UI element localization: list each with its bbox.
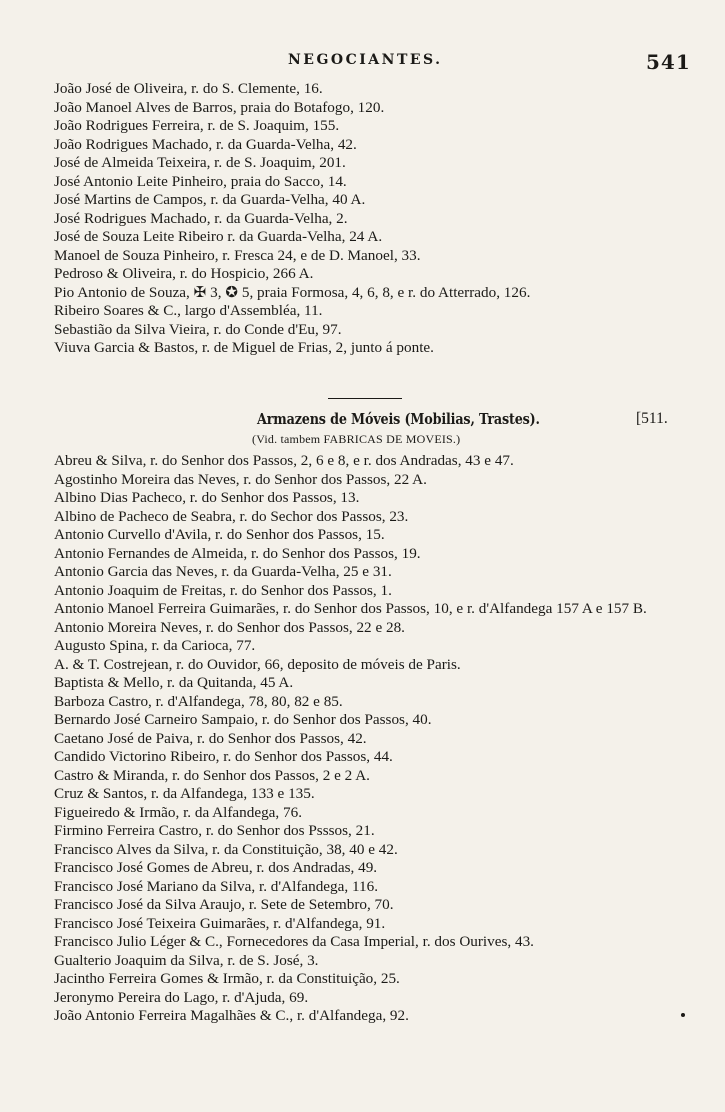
list-item: Ribeiro Soares & C., largo d'Assembléa, 11. <box>54 302 323 319</box>
merchant-list <box>0 80 725 358</box>
list-item: Baptista & Mello, r. da Quitanda, 45 A. <box>54 674 294 691</box>
list-item: Antonio Fernandes de Almeida, r. do Senhor dos Passos, 19. <box>54 544 421 562</box>
furniture-list <box>0 452 725 1026</box>
list-item: Albino Dias Pacheco, r. do Senhor dos Passos, 13. <box>54 489 360 506</box>
list-item: José de Souza Leite Ribeiro r. da Guarda-Velha, 24 A. <box>54 228 383 245</box>
list-item: José Antonio Leite Pinheiro, praia do Sacco, 14. <box>54 172 347 190</box>
list-item: Gualterio Joaquim da Silva, r. de S. José, 3. <box>54 951 319 969</box>
list-item: Antonio Manoel Ferreira Guimarães, r. do Senhor dos Passos, 10, e r. d'Alfandega 157 A e 157 B. <box>54 600 647 617</box>
list-item: Francisco José Teixeira Guimarães, r. d'Alfandega, 91. <box>54 914 386 932</box>
running-head: NEGOCIANTES. <box>288 52 443 68</box>
list-item: Caetano José de Paiva, r. do Senhor dos Passos, 42. <box>54 729 367 747</box>
section-title: Armazens de Móveis (Mobilias, Trastes). <box>257 411 540 428</box>
page-header <box>0 46 725 72</box>
list-item: Manoel de Souza Pinheiro, r. Fresca 24, e de D. Manoel, 33. <box>54 246 421 264</box>
list-item: Augusto Spina, r. da Carioca, 77. <box>54 637 256 654</box>
page-number: 541 <box>646 50 691 74</box>
list-item: Figueiredo & Irmão, r. da Alfandega, 76. <box>54 803 302 821</box>
list-item: Candido Victorino Ribeiro, r. do Senhor dos Passos, 44. <box>54 748 393 765</box>
list-item: Antonio Moreira Neves, r. do Senhor dos Passos, 22 e 28. <box>54 618 405 636</box>
list-item: Antonio Curvello d'Avila, r. do Senhor dos Passos, 15. <box>54 526 385 543</box>
list-item: João Antonio Ferreira Magalhães & C., r. d'Alfandega, 92. <box>54 1007 409 1024</box>
list-item: Cruz & Santos, r. da Alfandega, 133 e 135. <box>54 785 315 802</box>
list-item: Francisco Julio Léger & C., Fornecedores da Casa Imperial, r. dos Ourives, 43. <box>54 933 534 950</box>
list-item: João Rodrigues Ferreira, r. de S. Joaquim, 155. <box>54 117 340 134</box>
list-item: A. & T. Costrejean, r. do Ouvidor, 66, deposito de móveis de Paris. <box>54 655 461 673</box>
section-divider <box>328 398 402 399</box>
list-item: Bernardo José Carneiro Sampaio, r. do Senhor dos Passos, 40. <box>54 711 432 728</box>
list-item: Castro & Miranda, r. do Senhor dos Passos, 2 e 2 A. <box>54 766 370 784</box>
list-item: Sebastião da Silva Vieira, r. do Conde d'Eu, 97. <box>54 320 342 338</box>
list-item: Antonio Joaquim de Freitas, r. do Senhor dos Passos, 1. <box>54 581 392 599</box>
list-item: João José de Oliveira, r. do S. Clemente, 16. <box>54 80 323 97</box>
list-item: Pedroso & Oliveira, r. do Hospicio, 266 A. <box>54 265 314 282</box>
list-item: Viuva Garcia & Bastos, r. de Miguel de Frias, 2, junto á ponte. <box>54 339 434 356</box>
list-item: Agostinho Moreira das Neves, r. do Senhor dos Passos, 22 A. <box>54 470 427 488</box>
section-number: [511. <box>636 410 668 427</box>
list-item: José Martins de Campos, r. da Guarda-Velha, 40 A. <box>54 191 366 208</box>
list-item: Albino de Pacheco de Seabra, r. do Sechor dos Passos, 23. <box>54 507 409 525</box>
list-item: José de Almeida Teixeira, r. de S. Joaquim, 201. <box>54 154 346 171</box>
list-item: Francisco José da Silva Araujo, r. Sete de Setembro, 70. <box>54 896 394 913</box>
list-item: Francisco José Mariano da Silva, r. d'Alfandega, 116. <box>54 877 378 895</box>
margin-mark <box>681 1013 685 1017</box>
list-item: Pio Antonio de Souza, ✠ 3, ✪ 5, praia Formosa, 4, 6, 8, e r. do Atterrado, 126. <box>54 283 531 301</box>
list-item: João Manoel Alves de Barros, praia do Botafogo, 120. <box>54 98 385 116</box>
list-item: Francisco José Gomes de Abreu, r. dos Andradas, 49. <box>54 859 378 876</box>
list-item: Abreu & Silva, r. do Senhor dos Passos, 2, 6 e 8, e r. dos Andradas, 43 e 47. <box>54 452 514 469</box>
list-item: Jeronymo Pereira do Lago, r. d'Ajuda, 69. <box>54 988 309 1006</box>
list-item: José Rodrigues Machado, r. da Guarda-Velha, 2. <box>54 209 348 227</box>
section-note: (Vid. tambem FABRICAS DE MOVEIS.) <box>252 432 461 446</box>
section-heading <box>0 408 725 452</box>
list-item: Jacintho Ferreira Gomes & Irmão, r. da Constituição, 25. <box>54 970 400 987</box>
list-item: Barboza Castro, r. d'Alfandega, 78, 80, 82 e 85. <box>54 692 343 710</box>
list-item: Firmino Ferreira Castro, r. do Senhor dos Psssos, 21. <box>54 822 375 839</box>
list-item: Francisco Alves da Silva, r. da Constituição, 38, 40 e 42. <box>54 840 398 858</box>
list-item: Antonio Garcia das Neves, r. da Guarda-Velha, 25 e 31. <box>54 563 392 580</box>
list-item: João Rodrigues Machado, r. da Guarda-Velha, 42. <box>54 135 357 153</box>
